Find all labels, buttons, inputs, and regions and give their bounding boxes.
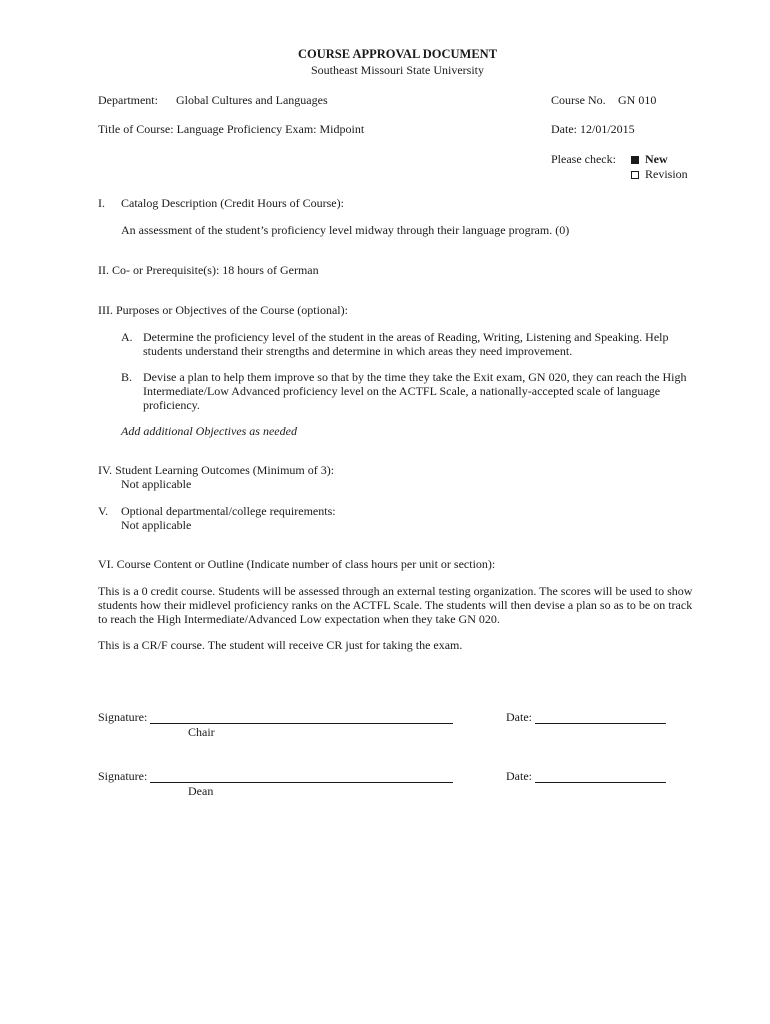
date-dean-line[interactable] [535, 771, 666, 783]
objective-b-text: Devise a plan to help them improve so that by the time they take the Exit exam, GN 020, they can reach the High Intermediate/Low Advanced proficiency level on the ACTFL Scale, a nationally-accepted scale of language proficiency. [143, 370, 687, 412]
date-chair-line[interactable] [535, 712, 666, 724]
objective-a-letter: A. [121, 330, 133, 344]
date-dean-label: Date: [506, 769, 532, 783]
section-2-text: II. Co- or Prerequisite(s): 18 hours of German [98, 263, 319, 277]
course-title-row [98, 122, 364, 136]
signature-chair-row [98, 710, 453, 724]
section-5-body: Not applicable [121, 518, 192, 532]
objectives-note: Add additional Objectives as needed [121, 424, 297, 438]
section-4-heading: IV. Student Learning Outcomes (Minimum of 3): [98, 463, 335, 477]
department-label: Department: [98, 93, 158, 107]
signature-dean-row [98, 769, 453, 783]
section-1-number: I. [98, 196, 105, 210]
section-4-body: Not applicable [121, 477, 192, 491]
date-row [551, 122, 635, 136]
section-5-heading: Optional departmental/college requirements: [121, 504, 336, 518]
section-5-number: V. [98, 504, 109, 518]
date-chair-label: Date: [506, 710, 532, 724]
section-1-heading: Catalog Description (Credit Hours of Course): [121, 196, 344, 210]
date-label: Date: [551, 122, 577, 136]
checkbox-checked-icon[interactable] [631, 156, 639, 164]
date-value: 12/01/2015 [580, 122, 635, 136]
please-check-label: Please check: [551, 152, 616, 166]
course-title-label: Title of Course: [98, 122, 174, 136]
section-6-paragraph-2: This is a CR/F course. The student will receive CR just for taking the exam. [98, 638, 463, 652]
section-3-heading: III. Purposes or Objectives of the Course (optional): [98, 303, 348, 317]
course-no-label: Course No. [551, 93, 606, 107]
department-value: Global Cultures and Languages [176, 93, 328, 107]
section-6-heading: VI. Course Content or Outline (Indicate number of class hours per unit or section): [98, 557, 496, 571]
section-1-body: An assessment of the student’s proficiency level midway through their language program. (0) [121, 223, 570, 237]
option-revision[interactable] [631, 167, 688, 181]
document-title: COURSE APPROVAL DOCUMENT [297, 47, 498, 61]
signature-chair-role: Chair [188, 725, 215, 739]
signature-dean-role: Dean [188, 784, 214, 798]
signature-label: Signature: [98, 769, 148, 783]
course-no-value: GN 010 [618, 93, 657, 107]
university-name: Southeast Missouri State University [311, 63, 484, 77]
signature-chair-line[interactable] [150, 712, 453, 724]
option-revision-label: Revision [645, 167, 688, 181]
checkbox-empty-icon[interactable] [631, 171, 639, 179]
date-dean-row [506, 769, 666, 783]
date-chair-row [506, 710, 666, 724]
option-new-label: New [645, 152, 668, 166]
course-title-value: Language Proficiency Exam: Midpoint [176, 122, 365, 136]
signature-label: Signature: [98, 710, 148, 724]
section-6-paragraph-1: This is a 0 credit course. Students will be assessed through an external testing organization. The scores will be used to show students how their midlevel proficiency ranks on the ACTFL Scale. The students will then devise a plan so as to be on track to reach the High Intermediate/Advanced Low expectation when they take GN 020. [98, 584, 693, 626]
option-new[interactable] [631, 152, 668, 166]
objective-b-letter: B. [121, 370, 133, 384]
signature-dean-line[interactable] [150, 771, 453, 783]
objective-a-text: Determine the proficiency level of the student in the areas of Reading, Writing, Listening and Speaking. Help students understand their strengths and determine in which areas they need improvement. [143, 330, 669, 358]
